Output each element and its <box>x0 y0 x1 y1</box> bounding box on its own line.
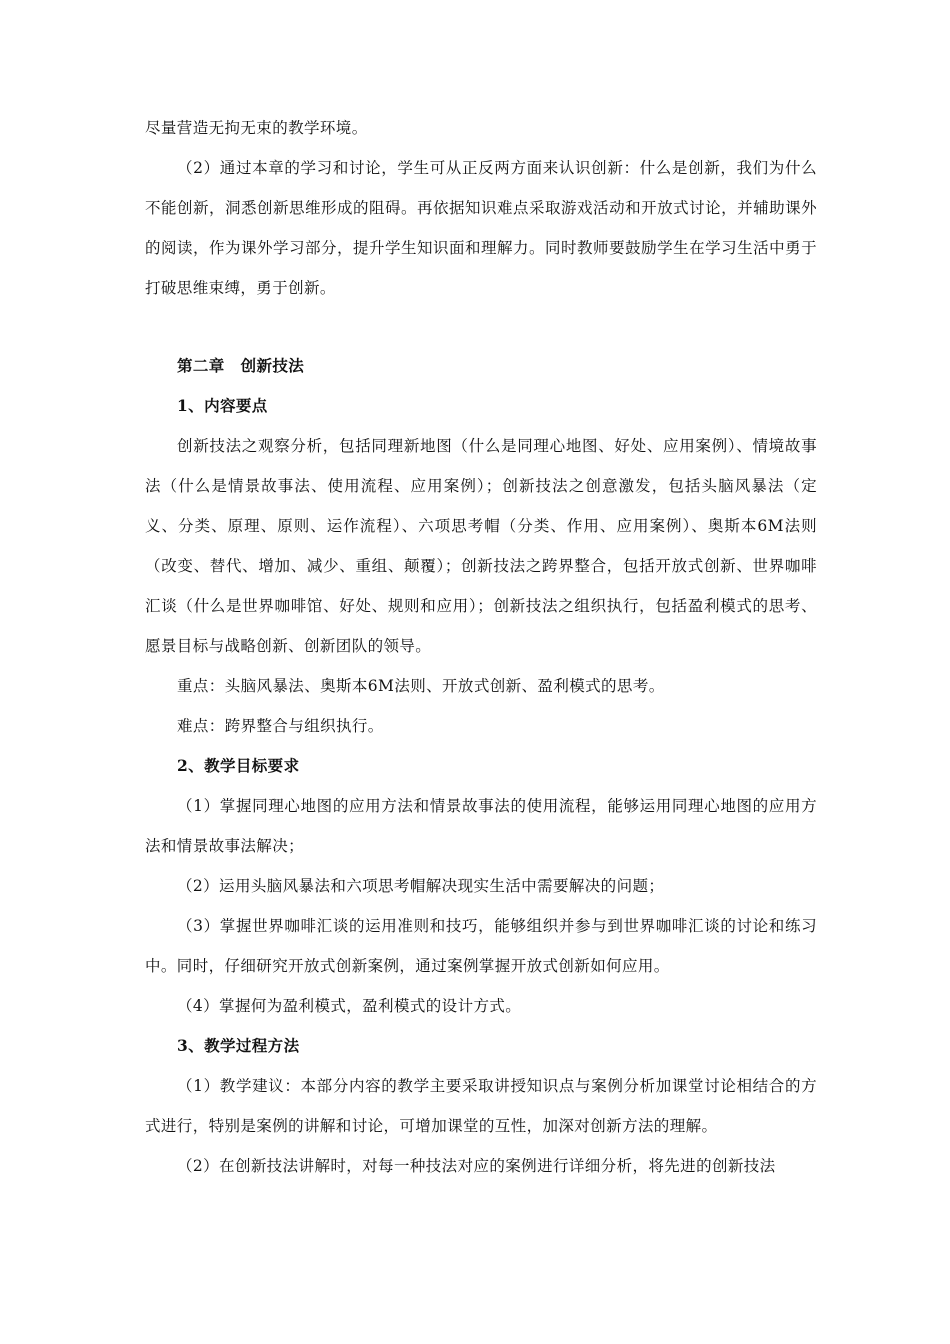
paragraph-method-1: （1）教学建议：本部分内容的教学主要采取讲授知识点与案例分析加课堂讨论相结合的方式进行，特别是案例的讲解和讨论，可增加课堂的互性，加深对创新方法的理解。 <box>145 1077 817 1135</box>
paragraph-difficult-points: 难点：跨界整合与组织执行。 <box>177 717 384 735</box>
section-heading-content-points: 1、内容要点 <box>177 396 268 415</box>
paragraph-chapter1-point-2: （2）通过本章的学习和讨论，学生可从正反两方面来认识创新：什么是创新，我们为什么不能创新，洞悉创新思维形成的阻碍。再依据知识难点采取游戏活动和开放式讨论，并辅助课外的阅读，作为课外学习部分，提升学生知识面和理解力。同时教师要鼓励学生在学习生活中勇于打破思维束缚，勇于创新。 <box>145 159 817 297</box>
paragraph-content-points: 创新技法之观察分析，包括同理新地图（什么是同理心地图、好处、应用案例）、情境故事法（什么是情景故事法、使用流程、应用案例）；创新技法之创意激发，包括头脑风暴法（定义、分类、原理、原则、运作流程）、六项思考帽（分类、作用、应用案例）、奥斯本6M法则（改变、替代、增加、减少、重组、颠覆）；创新技法之跨界整合，包括开放式创新、世界咖啡汇谈（什么是世界咖啡馆、好处、规则和应用）；创新技法之组织执行，包括盈利模式的思考、愿景目标与战略创新、创新团队的领导。 <box>145 437 817 655</box>
paragraph-goal-2: （2）运用头脑风暴法和六项思考帽解决现实生活中需要解决的问题； <box>177 877 665 895</box>
chapter-title: 第二章 创新技法 <box>177 356 305 375</box>
paragraph-goal-3: （3）掌握世界咖啡汇谈的运用准则和技巧，能够组织并参与到世界咖啡汇谈的讨论和练习中。同时，仔细研究开放式创新案例，通过案例掌握开放式创新如何应用。 <box>145 917 817 975</box>
paragraph-continuation: 尽量营造无拘无束的教学环境。 <box>145 119 368 137</box>
paragraph-goal-1: （1）掌握同理心地图的应用方法和情景故事法的使用流程，能够运用同理心地图的应用方法和情景故事法解决； <box>145 797 817 855</box>
paragraph-method-2: （2）在创新技法讲解时，对每一种技法对应的案例进行详细分析，将先进的创新技法 <box>177 1157 776 1175</box>
section-heading-teaching-methods: 3、教学过程方法 <box>177 1036 300 1055</box>
paragraph-goal-4: （4）掌握何为盈利模式，盈利模式的设计方式。 <box>177 997 522 1015</box>
paragraph-key-points: 重点：头脑风暴法、奥斯本6M法则、开放式创新、盈利模式的思考。 <box>177 677 665 695</box>
section-heading-teaching-goals: 2、教学目标要求 <box>177 756 300 775</box>
